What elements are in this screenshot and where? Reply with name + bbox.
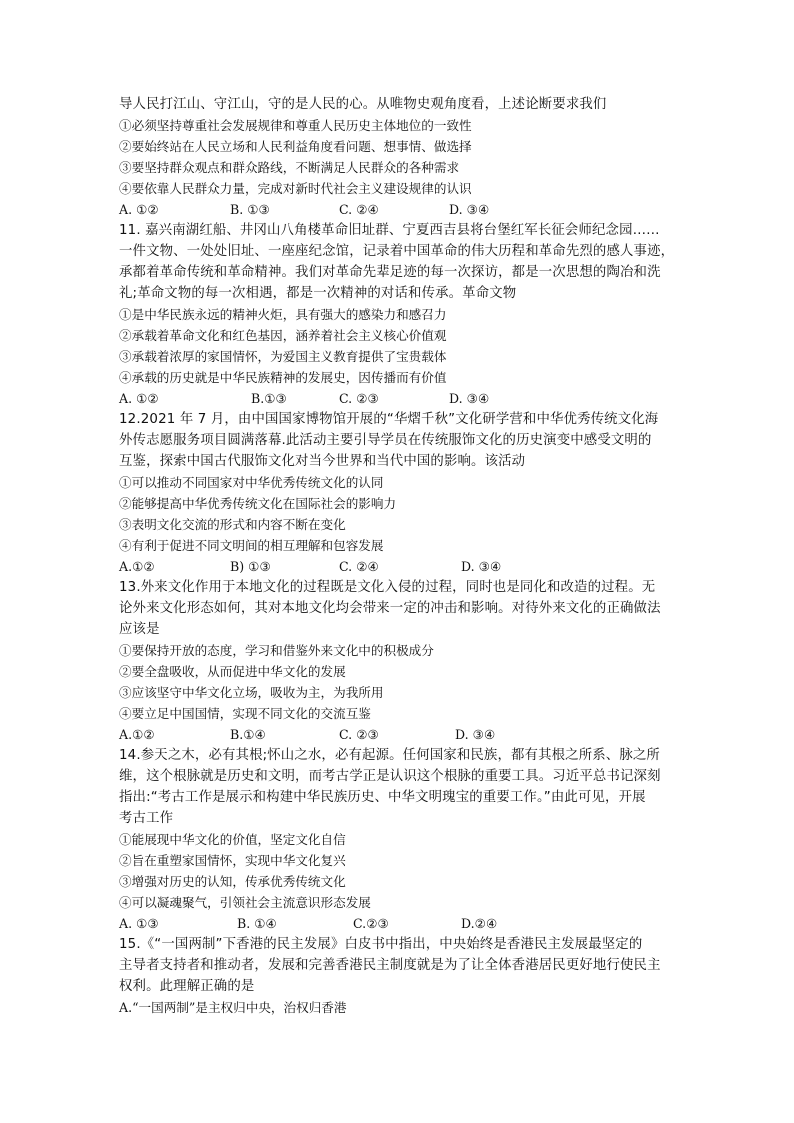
question-15: [119, 934, 679, 1018]
answer-c[interactable]: C. ②③: [339, 391, 379, 406]
option-3: ③增强对历史的认知，传承优秀传统文化: [119, 874, 346, 889]
option-1: ①能展现中华文化的价值，坚定文化自信: [119, 832, 346, 847]
answer-d[interactable]: D. ③④: [461, 559, 502, 574]
question-12: [119, 409, 679, 577]
question-stem-line: 11. 嘉兴南湖红船、井冈山八角楼革命旧址群、宁夏西吉县将台堡红军长征会师纪念园……: [119, 223, 660, 238]
answer-a[interactable]: A.①②: [119, 559, 155, 574]
answer-d[interactable]: D. ③④: [449, 202, 490, 217]
answer-c[interactable]: C. ②④: [339, 559, 379, 574]
answer-b[interactable]: B. ①③: [230, 202, 270, 217]
option-2: ②要全盘吸收，从而促进中华文化的发展: [119, 664, 346, 679]
question-stem-line: 14.参天之木，必有其根;怀山之水，必有起源。任何国家和民族，都有其根之所系、脉之所: [119, 748, 660, 763]
option-2: ②能够提高中华优秀传统文化在国际社会的影响力: [119, 496, 397, 511]
option-4: ④要立足中国国情，实现不同文化的交流互鉴: [119, 706, 371, 721]
answer-a[interactable]: A. ①③: [119, 916, 159, 931]
answer-choices: [119, 388, 679, 409]
answer-a[interactable]: A.①②: [119, 727, 155, 742]
question-stem-line: 考古工作: [119, 811, 174, 826]
question-stem-line: 12.2021 年 7 月，由中国国家博物馆开展的“华熠千秋”文化研学营和中华优秀传统文化海: [119, 412, 659, 427]
question-10: [119, 94, 679, 220]
answer-d[interactable]: D. ③④: [455, 727, 496, 742]
answer-c[interactable]: C. ②③: [339, 727, 379, 742]
answer-c[interactable]: C.②③: [353, 916, 389, 931]
option-3: ③表明文化交流的形式和内容不断在变化: [119, 517, 346, 532]
question-stem-line: 维，这个根脉就是历史和文明，而考古学正是认识这个根脉的重要工具。习近平总书记深刻: [119, 769, 661, 784]
answer-b[interactable]: B) ①③: [230, 559, 271, 574]
question-14: [119, 745, 679, 934]
option-2: ②要始终站在人民立场和人民利益角度看问题、想事情、做选择: [119, 139, 472, 154]
answer-d[interactable]: D. ③④: [449, 391, 490, 406]
question-stem-line: 礼;革命文物的每一次相遇，都是一次精神的对话和传承。革命文物: [119, 286, 517, 301]
page-content: [119, 94, 679, 1018]
option-4: ④要依靠人民群众力量，完成对新时代社会主义建设规律的认识: [119, 181, 472, 196]
question-stem-line: 一件文物、一处处旧址、一座座纪念馆，记录着中国革命的伟大历程和革命先烈的感人事迹，: [119, 244, 675, 259]
option-1: ①可以推动不同国家对中华优秀传统文化的认同: [119, 475, 384, 490]
question-13: [119, 577, 679, 745]
answer-b[interactable]: B. ①④: [237, 916, 277, 931]
option-3: ③要坚持群众观点和群众路线，不断满足人民群众的各种需求: [119, 160, 460, 175]
answer-c[interactable]: C. ②④: [339, 202, 379, 217]
question-stem-line: 承都着革命传统和革命精神。我们对革命先辈足迹的每一次探访，都是一次思想的陶冶和洗: [119, 265, 661, 280]
answer-choices: [119, 556, 679, 577]
answer-choices: [119, 199, 679, 220]
question-stem-line: 权利。此理解正确的是: [119, 979, 255, 994]
question-stem-line: 13.外来文化作用于本地文化的过程既是文化入侵的过程，同时也是同化和改造的过程。无: [119, 580, 656, 595]
option-2: ②旨在重塑家国情怀，实现中华文化复兴: [119, 853, 346, 868]
option-4: ④可以凝魂聚气，引领社会主流意识形态发展: [119, 895, 371, 910]
option-4: ④有利于促进不同文明间的相互理解和包容发展: [119, 538, 384, 553]
option-1: ①要保持开放的态度，学习和借鉴外来文化中的积极成分: [119, 643, 434, 658]
answer-a[interactable]: A. ①②: [119, 391, 159, 406]
option-1: ①必须坚持尊重社会发展规律和尊重人民历史主体地位的一致性: [119, 118, 472, 133]
question-stem-line: 主导者支持者和推动者，发展和完善香港民主制度就是为了让全体香港居民更好地行使民主: [119, 958, 661, 973]
question-11: [119, 220, 679, 409]
answer-a[interactable]: A. ①②: [119, 202, 159, 217]
option-1: ①是中华民族永远的精神火炬，具有强大的感染力和感召力: [119, 307, 447, 322]
question-stem-line: 外传志愿服务项目圆满落幕.此活动主要引导学员在传统服饰文化的历史演变中感受文明的: [119, 433, 652, 448]
answer-option-a[interactable]: A.“一国两制”是主权归中央，治权归香港: [119, 1000, 347, 1015]
option-3: ③承载着浓厚的家国情怀，为爱国主义教育提供了宝贵载体: [119, 349, 447, 364]
answer-choices: [119, 913, 679, 934]
answer-d[interactable]: D.②④: [461, 916, 498, 931]
question-stem-line: 论外来文化形态如何，其对本地文化均会带来一定的冲击和影响。对待外来文化的正确做法: [119, 601, 661, 616]
question-stem-line: 15.《“一国两制”下香港的民主发展》白皮书中指出，中央始终是香港民主发展最坚定的: [119, 937, 643, 952]
answer-b[interactable]: B.①③: [251, 391, 287, 406]
question-stem-line: 指出:“考古工作是展示和构建中华民族历史、中华文明瑰宝的重要工作。”由此可见，开展: [119, 790, 646, 805]
question-stem-line: 应该是: [119, 622, 160, 637]
answer-choices: [119, 724, 679, 745]
question-stem-line: 导人民打江山、守江山，守的是人民的心。从唯物史观角度看，上述论断要求我们: [119, 97, 607, 112]
option-2: ②承载着革命文化和红色基因，涵养着社会主义核心价值观: [119, 328, 447, 343]
option-4: ④承载的历史就是中华民族精神的发展史，因传播而有价值: [119, 370, 447, 385]
answer-b[interactable]: B.①④: [230, 727, 266, 742]
option-3: ③应该坚守中华文化立场，吸收为主，为我所用: [119, 685, 384, 700]
question-stem-line: 互鉴，探索中国古代服饰文化对当今世界和当代中国的影响。该活动: [119, 454, 526, 469]
